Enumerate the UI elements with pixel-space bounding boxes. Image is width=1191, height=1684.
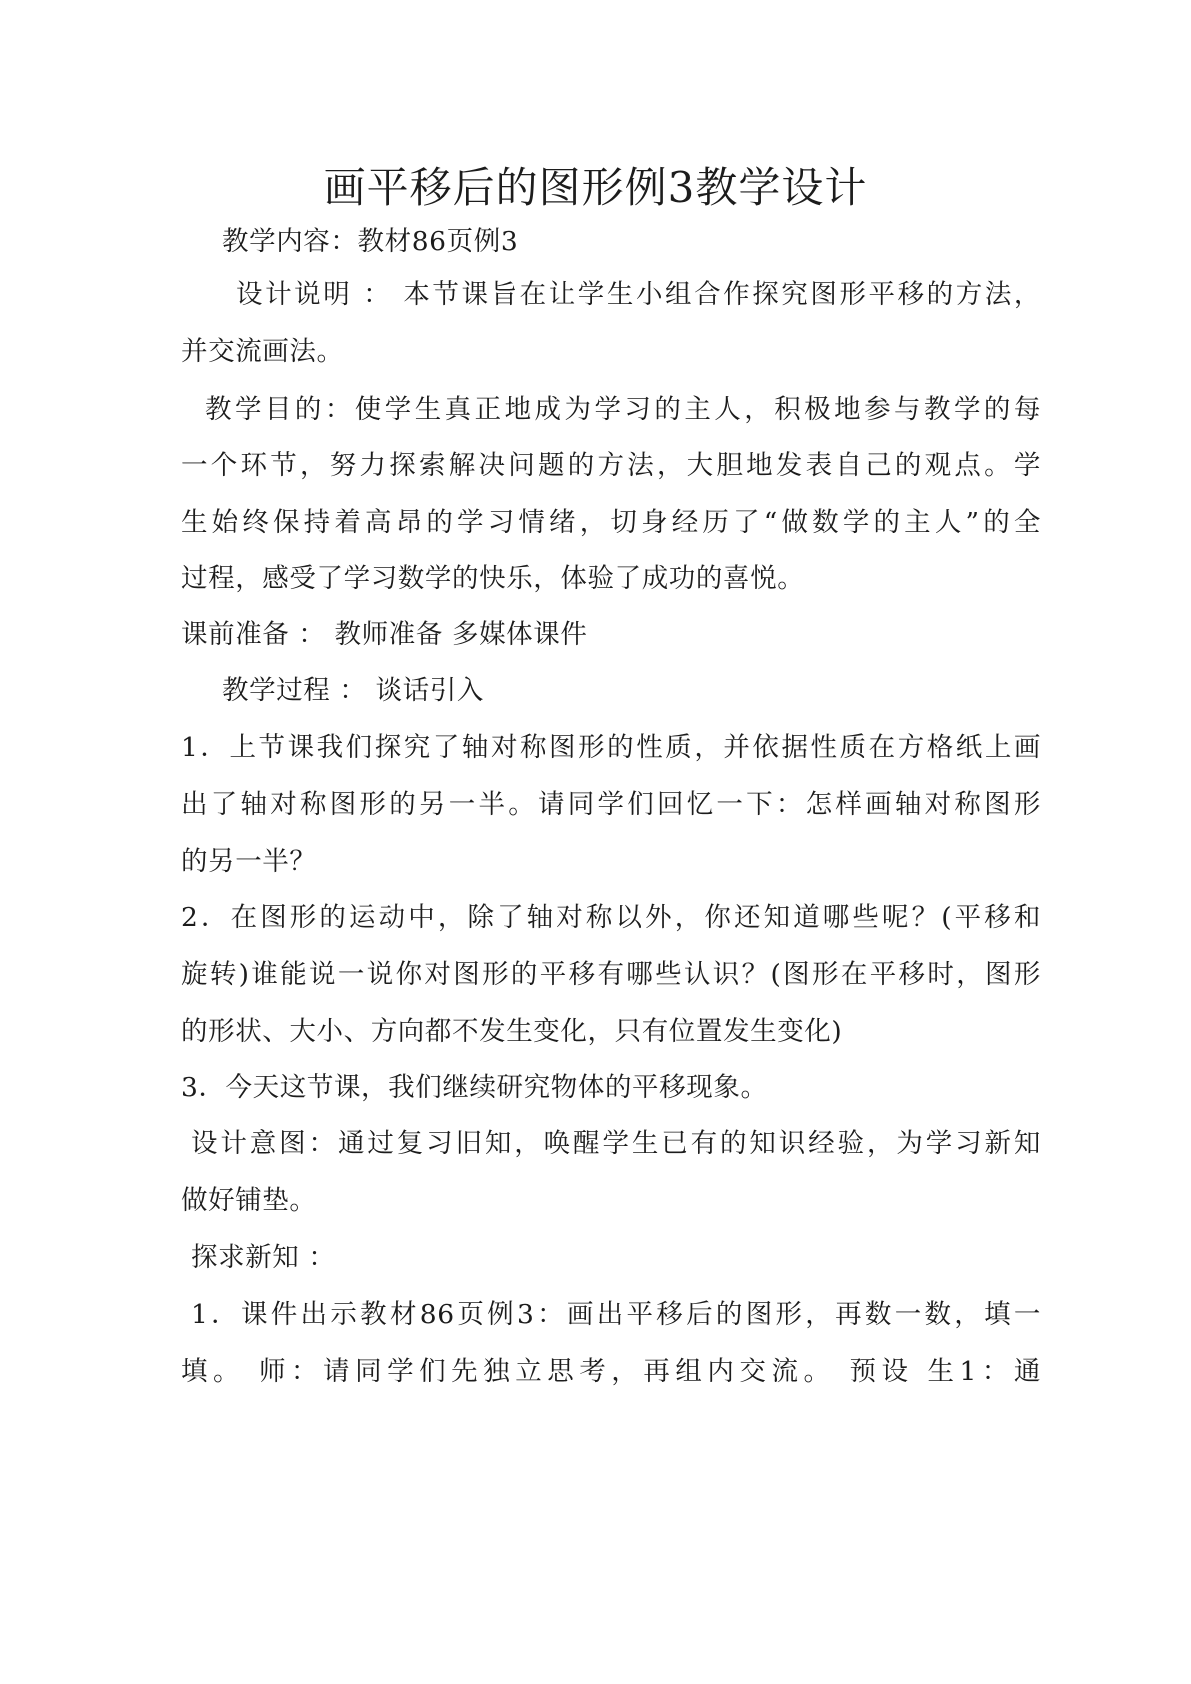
item-2-line-2: 旋转)谁能说一说你对图形的平移有哪些认识？(图形在平移时，图形 xyxy=(181,959,1041,990)
document-title: 画平移后的图形例3教学设计 xyxy=(323,163,868,212)
explore-heading: 探求新知 ： xyxy=(191,1242,336,1273)
item-2-line-3: 的形状、大小、方向都不发生变化，只有位置发生变化) xyxy=(181,1016,843,1047)
item-3-line: 3．今天这节课，我们继续研究物体的平移现象。 xyxy=(181,1072,768,1103)
teaching-goal-line-4: 过程，感受了学习数学的快乐，体验了成功的喜悦。 xyxy=(181,563,805,594)
teaching-content-line: 教学内容：教材86页例3 xyxy=(222,226,519,257)
design-intent-line-1: 设计意图：通过复习旧知，唤醒学生已有的知识经验，为学习新知 xyxy=(191,1128,1041,1159)
explore-item-1-line-2: 填。 师：请同学们先独立思考，再组内交流。 预设 生1：通 xyxy=(181,1356,1041,1387)
explore-item-1-line-1: 1．课件出示教材86页例3：画出平移后的图形，再数一数，填一 xyxy=(191,1299,1041,1330)
teaching-goal-line-1: 教学目的：使学生真正地成为学习的主人，积极地参与教学的每 xyxy=(205,394,1041,425)
item-1-line-1: 1．上节课我们探究了轴对称图形的性质，并依据性质在方格纸上画 xyxy=(181,732,1041,763)
design-notes-line-2: 并交流画法。 xyxy=(181,336,344,367)
item-2-line-1: 2．在图形的运动中，除了轴对称以外，你还知道哪些呢？(平移和 xyxy=(181,902,1041,933)
item-1-line-2: 出了轴对称图形的另一半。请同学们回忆一下：怎样画轴对称图形 xyxy=(181,789,1041,820)
design-notes-line-1: 设计说明 ： 本节课旨在让学生小组合作探究图形平移的方法， xyxy=(236,279,1041,310)
design-intent-line-2: 做好铺垫。 xyxy=(181,1185,317,1216)
preparation-line: 课前准备 ： 教师准备 多媒体课件 xyxy=(181,619,588,650)
teaching-goal-line-2: 一个环节，努力探索解决问题的方法，大胆地发表自己的观点。学 xyxy=(181,450,1041,481)
process-line: 教学过程 ： 谈话引入 xyxy=(222,675,484,706)
item-1-line-3: 的另一半？ xyxy=(181,846,317,877)
teaching-goal-line-3: 生始终保持着高昂的学习情绪，切身经历了“做数学的主人”的全 xyxy=(181,507,1041,538)
